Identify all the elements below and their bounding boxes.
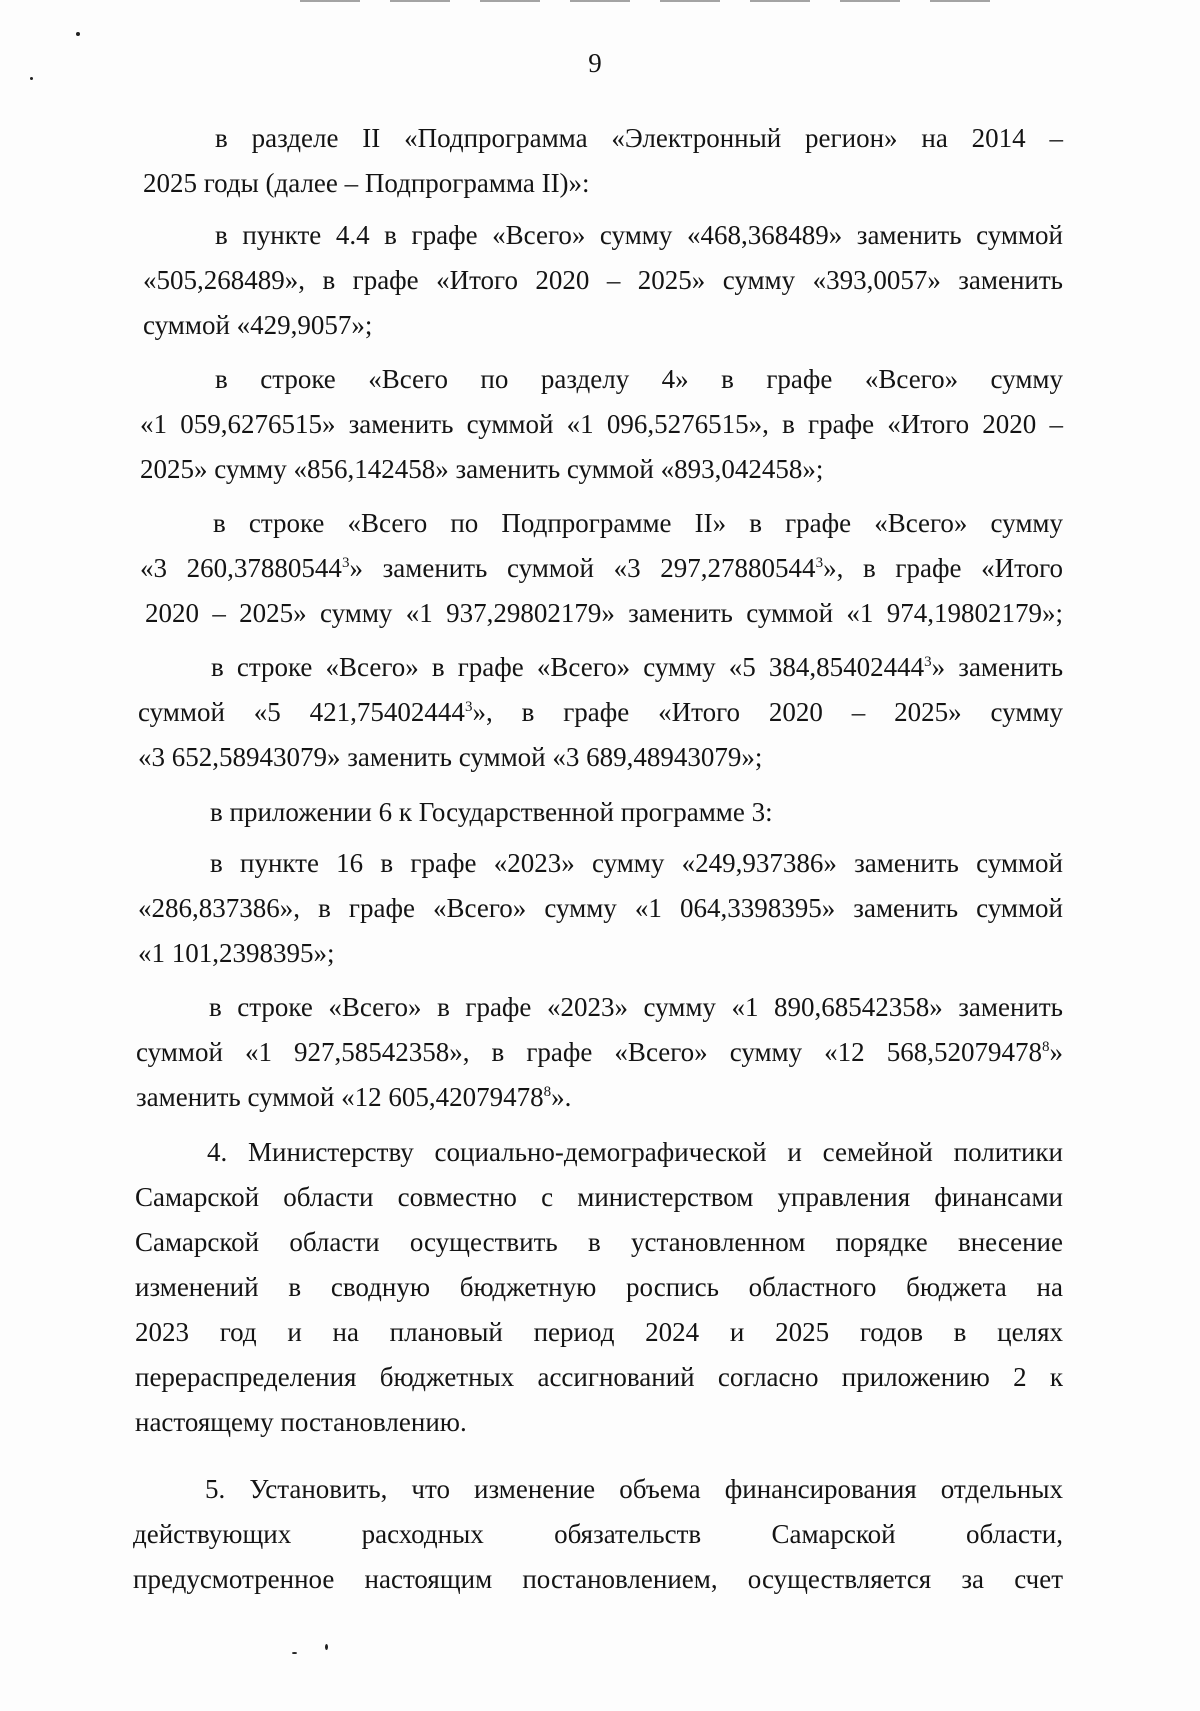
text-line: суммой «5 421,75402444$^3$», в графе «Итого 2020 – 2025» сумму — [138, 697, 1063, 727]
footnote-marker: 3 — [815, 555, 824, 571]
paragraph-appendix-6 — [210, 790, 1063, 835]
text-line: «3 652,58943079» заменить суммой «3 689,48943079»; — [138, 742, 763, 772]
paragraph-total-section-4 — [140, 357, 1063, 492]
text-line: «1 059,6276515» заменить суммой «1 096,5276515», в графе «Итого 2020 – — [140, 409, 1063, 439]
scan-top-edge-rule — [300, 0, 1000, 2]
text-line: в строке «Всего» в графе «Всего» сумму «5 384,85402444$^3$» заменить — [211, 652, 1064, 682]
text-line: «3 260,37880544$^3$» заменить суммой «3 297,27880544$^3$», в графе «Итого — [140, 553, 1063, 583]
text-line: 4. Министерству социально-демографической и семейной политики — [207, 1137, 1063, 1167]
text-line: в строке «Всего» в графе «2023» сумму «1 890,68542358» заменить — [209, 992, 1063, 1022]
paragraph-item-4-4 — [143, 213, 1063, 348]
text-line: в строке «Всего по разделу 4» в графе «Всего» сумму — [215, 364, 1063, 394]
text-line: в строке «Всего по Подпрограмме II» в графе «Всего» сумму — [213, 508, 1063, 538]
paragraph-total-subprogram-ii — [140, 501, 1063, 636]
text-line: в приложении 6 к Государственной программе 3: — [210, 797, 773, 827]
text-line: действующих расходных обязательств Самарской области, — [133, 1519, 1063, 1549]
text-line: изменений в сводную бюджетную роспись областного бюджета на — [135, 1272, 1063, 1302]
paragraph-grand-total — [138, 645, 1063, 780]
text-line: 2020 – 2025» сумму «1 937,29802179» заменить суммой «1 974,19802179»; — [145, 598, 1063, 628]
text-line: в разделе II «Подпрограмма «Электронный регион» на 2014 – — [215, 123, 1063, 153]
text-line: суммой «429,9057»; — [143, 310, 373, 340]
paragraph-clause-5 — [133, 1467, 1063, 1602]
page-number: 9 — [588, 48, 602, 78]
text-line: «1 101,2398395»; — [138, 938, 335, 968]
text-line: Самарской области осуществить в установленном порядке внесение — [135, 1227, 1063, 1257]
text-line: «505,268489», в графе «Итого 2020 – 2025» сумму «393,0057» заменить — [143, 265, 1063, 295]
paragraph-item-16 — [138, 841, 1063, 976]
footnote-marker: 3 — [464, 699, 473, 715]
text-line: заменить суммой «12 605,42079478$^8$». — [136, 1082, 572, 1112]
text-line: в пункте 4.4 в графе «Всего» сумму «468,368489» заменить суммой — [215, 220, 1063, 250]
text-line: Самарской области совместно с министерством управления финансами — [135, 1182, 1063, 1212]
text-line: 2025» сумму «856,142458» заменить суммой «893,042458»; — [140, 454, 824, 484]
text-line: в пункте 16 в графе «2023» сумму «249,937386» заменить суммой — [210, 848, 1063, 878]
paragraph-section-ii-heading — [143, 116, 1063, 206]
text-line: предусмотренное настоящим постановлением, осуществляется за счет — [133, 1564, 1063, 1594]
scan-speck — [325, 1644, 328, 1650]
footnote-marker: 3 — [341, 555, 350, 571]
text-line: 2023 год и на плановый период 2024 и 2025 годов в целях — [135, 1317, 1063, 1347]
footnote-marker: 8 — [1042, 1039, 1050, 1055]
paragraph-clause-4 — [135, 1130, 1063, 1445]
scan-speck — [76, 32, 80, 36]
text-line: 2025 годы (далее – Подпрограмма II)»: — [143, 168, 590, 198]
scan-speck — [292, 1652, 297, 1654]
text-line: 5. Установить, что изменение объема финансирования отдельных — [205, 1474, 1063, 1504]
footnote-marker: 8 — [543, 1084, 552, 1100]
text-line: суммой «1 927,58542358», в графе «Всего» сумму «12 568,52079478$^8$» — [136, 1037, 1063, 1067]
text-line: перераспределения бюджетных ассигнований согласно приложению 2 к — [135, 1362, 1063, 1392]
footnote-marker: 3 — [924, 654, 932, 670]
text-line: настоящему постановлению. — [135, 1407, 467, 1437]
text-line: «286,837386», в графе «Всего» сумму «1 064,3398395» заменить суммой — [138, 893, 1063, 923]
paragraph-total-2023 — [136, 985, 1063, 1120]
